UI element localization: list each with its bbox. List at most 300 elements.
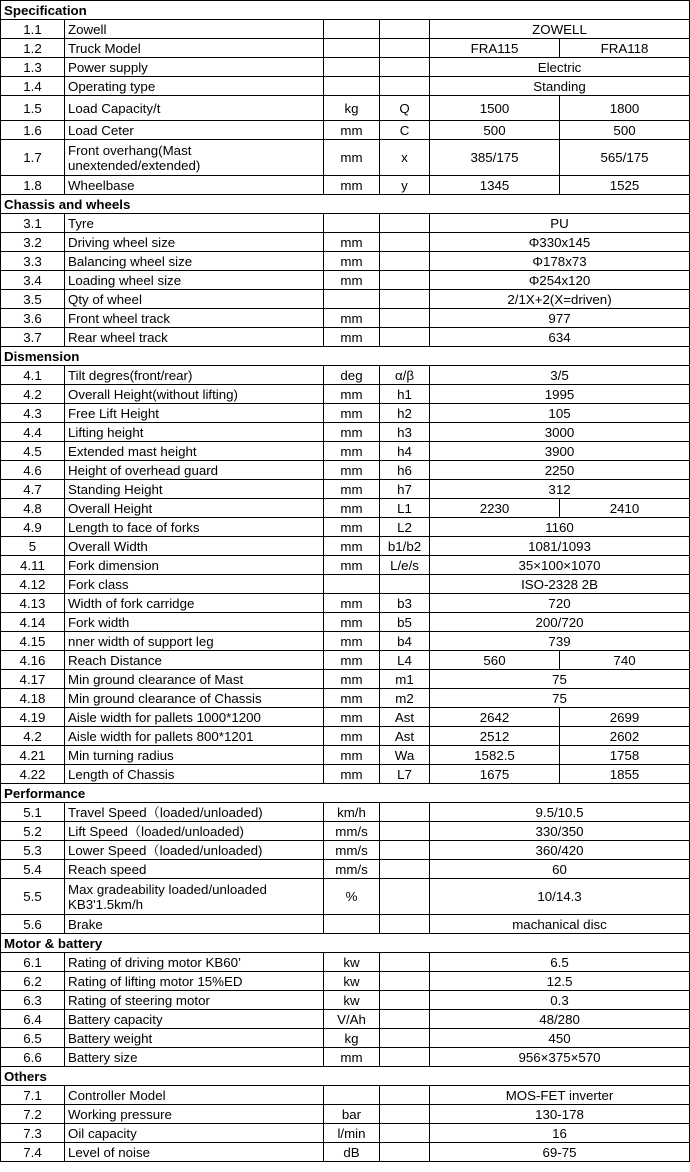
item-name: Overall Height(without lifting) [65,385,324,404]
item-symbol: h3 [380,423,430,442]
item-unit: mm [324,556,380,575]
item-unit: mm [324,537,380,556]
spec-row [1,518,690,537]
item-name: Qty of wheel [65,290,324,309]
item-value: 3/5 [430,366,690,385]
item-number: 4.21 [1,746,65,765]
spec-row [1,404,690,423]
item-unit: mm [324,309,380,328]
item-number: 4.18 [1,689,65,708]
item-number: 4.14 [1,613,65,632]
item-unit: kg [324,1029,380,1048]
item-number: 4.15 [1,632,65,651]
item-symbol [380,328,430,347]
spec-row [1,972,690,991]
item-name: Oil capacity [65,1124,324,1143]
item-symbol: L1 [380,499,430,518]
item-name: Max gradeability loaded/unloaded KB3'1.5km/h [65,879,324,915]
item-unit [324,77,380,96]
item-name: Travel Speed（loaded/unloaded) [65,803,324,822]
item-symbol [380,214,430,233]
spec-row [1,499,690,518]
spec-row [1,176,690,195]
item-value: 69-75 [430,1143,690,1162]
item-symbol: L2 [380,518,430,537]
spec-row [1,1048,690,1067]
item-unit: mm [324,404,380,423]
item-value: Electric [430,58,690,77]
item-value-fra115: 1582.5 [430,746,560,765]
item-number: 1.7 [1,140,65,176]
item-value-fra118: 565/175 [560,140,690,176]
item-unit: mm [324,140,380,176]
spec-row [1,556,690,575]
item-value: 48/280 [430,1010,690,1029]
item-number: 4.22 [1,765,65,784]
item-number: 6.4 [1,1010,65,1029]
item-value: 60 [430,860,690,879]
item-number: 7.3 [1,1124,65,1143]
item-value: 956×375×570 [430,1048,690,1067]
item-name: Controller Model [65,1086,324,1105]
item-name: Battery capacity [65,1010,324,1029]
spec-row [1,1105,690,1124]
spec-row [1,613,690,632]
item-value: 3000 [430,423,690,442]
item-number: 5.3 [1,841,65,860]
item-value: 1995 [430,385,690,404]
spec-row [1,233,690,252]
item-value-fra115: 560 [430,651,560,670]
section-title: Chassis and wheels [1,195,690,214]
item-symbol: L/e/s [380,556,430,575]
item-unit: mm [324,233,380,252]
item-symbol: h2 [380,404,430,423]
item-value: 35×100×1070 [430,556,690,575]
item-value: 360/420 [430,841,690,860]
item-unit: mm [324,518,380,537]
item-value-fra118: 2699 [560,708,690,727]
spec-row [1,1010,690,1029]
section-header-row [1,784,690,803]
item-unit: dB [324,1143,380,1162]
item-name: Min ground clearance of Mast [65,670,324,689]
item-name: Load Ceter [65,121,324,140]
item-value: 330/350 [430,822,690,841]
item-unit: mm [324,252,380,271]
item-symbol [380,77,430,96]
item-value: 130-178 [430,1105,690,1124]
item-unit: bar [324,1105,380,1124]
section-title: Specification [1,1,690,20]
item-value: 977 [430,309,690,328]
spec-row [1,727,690,746]
item-number: 7.4 [1,1143,65,1162]
item-value: 634 [430,328,690,347]
item-value-fra115: 500 [430,121,560,140]
section-header-row [1,934,690,953]
item-symbol: b3 [380,594,430,613]
item-unit [324,575,380,594]
item-number: 5.1 [1,803,65,822]
spec-row [1,879,690,915]
item-value: 450 [430,1029,690,1048]
item-name: Free Lift Height [65,404,324,423]
item-unit: mm [324,271,380,290]
item-number: 6.1 [1,953,65,972]
item-number: 5.5 [1,879,65,915]
item-value-fra118: 1800 [560,96,690,121]
item-number: 4.13 [1,594,65,613]
item-name: Rating of steering motor [65,991,324,1010]
item-value-fra118: 740 [560,651,690,670]
item-value-fra118: 1525 [560,176,690,195]
item-name: Brake [65,915,324,934]
item-value-fra115: 385/175 [430,140,560,176]
item-name: Aisle width for pallets 800*1201 [65,727,324,746]
item-symbol [380,271,430,290]
spec-row [1,140,690,176]
item-number: 4.7 [1,480,65,499]
item-unit: kw [324,991,380,1010]
spec-row [1,20,690,39]
item-symbol: b4 [380,632,430,651]
spec-row [1,480,690,499]
item-number: 4.4 [1,423,65,442]
spec-row [1,803,690,822]
item-name: Min turning radius [65,746,324,765]
item-symbol [380,803,430,822]
item-unit: km/h [324,803,380,822]
spec-row [1,290,690,309]
spec-row [1,96,690,121]
item-value: 10/14.3 [430,879,690,915]
item-unit: mm [324,613,380,632]
item-name: Reach speed [65,860,324,879]
item-name: nner width of support leg [65,632,324,651]
item-number: 4.6 [1,461,65,480]
item-symbol [380,860,430,879]
item-name: Wheelbase [65,176,324,195]
spec-row [1,575,690,594]
item-unit: mm [324,461,380,480]
item-symbol: Ast [380,708,430,727]
spec-row [1,461,690,480]
spec-row [1,423,690,442]
item-symbol: L4 [380,651,430,670]
item-symbol [380,1124,430,1143]
item-symbol [380,953,430,972]
spec-row [1,670,690,689]
item-value: 720 [430,594,690,613]
item-unit: mm [324,385,380,404]
item-name: Battery weight [65,1029,324,1048]
item-value: 9.5/10.5 [430,803,690,822]
spec-row [1,689,690,708]
item-number: 3.3 [1,252,65,271]
item-symbol: L7 [380,765,430,784]
item-number: 3.4 [1,271,65,290]
spec-row [1,651,690,670]
item-unit [324,20,380,39]
section-title: Performance [1,784,690,803]
item-symbol: y [380,176,430,195]
item-unit: mm [324,1048,380,1067]
spec-row [1,860,690,879]
spec-row [1,328,690,347]
item-number: 3.6 [1,309,65,328]
item-value: 105 [430,404,690,423]
item-value: 312 [430,480,690,499]
item-number: 5.6 [1,915,65,934]
item-value: 75 [430,670,690,689]
spec-row [1,822,690,841]
item-symbol: C [380,121,430,140]
item-symbol [380,1029,430,1048]
item-value: Φ254x120 [430,271,690,290]
item-symbol: h6 [380,461,430,480]
item-name: Truck Model [65,39,324,58]
item-unit: mm/s [324,860,380,879]
item-unit: mm [324,176,380,195]
spec-row [1,309,690,328]
spec-row [1,1029,690,1048]
spec-row [1,915,690,934]
item-symbol: h1 [380,385,430,404]
item-value: Standing [430,77,690,96]
item-name: Balancing wheel size [65,252,324,271]
spec-row [1,1124,690,1143]
item-name: Working pressure [65,1105,324,1124]
item-symbol [380,822,430,841]
item-value-fra115: 2230 [430,499,560,518]
item-number: 6.5 [1,1029,65,1048]
item-unit: V/Ah [324,1010,380,1029]
item-value: 75 [430,689,690,708]
section-title: Motor & battery [1,934,690,953]
item-number: 6.3 [1,991,65,1010]
spec-table-body [1,1,690,1162]
item-name: Rear wheel track [65,328,324,347]
item-value: MOS-FET inverter [430,1086,690,1105]
item-unit [324,214,380,233]
item-number: 1.8 [1,176,65,195]
item-number: 5.2 [1,822,65,841]
item-symbol [380,1010,430,1029]
item-number: 4.2 [1,727,65,746]
item-value: ISO-2328 2B [430,575,690,594]
spec-row [1,991,690,1010]
section-title: Dismension [1,347,690,366]
item-symbol [380,1048,430,1067]
item-unit: mm [324,499,380,518]
item-symbol [380,991,430,1010]
item-value-fra115: 1345 [430,176,560,195]
item-name: Fork class [65,575,324,594]
item-name: Tyre [65,214,324,233]
item-number: 4.2 [1,385,65,404]
spec-row [1,1143,690,1162]
item-number: 4.12 [1,575,65,594]
item-name: Overall Width [65,537,324,556]
item-unit: mm [324,594,380,613]
item-value-fra118: FRA118 [560,39,690,58]
item-value: machanical disc [430,915,690,934]
spec-row [1,121,690,140]
item-value-fra118: 500 [560,121,690,140]
item-symbol: Wa [380,746,430,765]
item-unit: deg [324,366,380,385]
item-name: Extended mast height [65,442,324,461]
item-number: 1.5 [1,96,65,121]
item-value-fra115: FRA115 [430,39,560,58]
item-value: 739 [430,632,690,651]
item-number: 6.6 [1,1048,65,1067]
item-value: PU [430,214,690,233]
item-unit: mm [324,746,380,765]
spec-row [1,841,690,860]
item-number: 7.2 [1,1105,65,1124]
item-unit: mm [324,651,380,670]
item-symbol [380,290,430,309]
item-symbol [380,233,430,252]
item-unit: mm [324,442,380,461]
item-symbol: α/β [380,366,430,385]
item-unit: mm [324,727,380,746]
item-name: Battery size [65,1048,324,1067]
item-value: 12.5 [430,972,690,991]
spec-row [1,385,690,404]
item-number: 1.6 [1,121,65,140]
item-number: 4.3 [1,404,65,423]
spec-row [1,708,690,727]
item-number: 4.1 [1,366,65,385]
item-name: Length to face of forks [65,518,324,537]
spec-row [1,271,690,290]
spec-row [1,1086,690,1105]
item-unit [324,1086,380,1105]
item-value: 6.5 [430,953,690,972]
item-value: 3900 [430,442,690,461]
spec-row [1,58,690,77]
item-symbol [380,1086,430,1105]
item-name: Zowell [65,20,324,39]
item-name: Loading wheel size [65,271,324,290]
item-value: Φ330x145 [430,233,690,252]
item-name: Aisle width for pallets 1000*1200 [65,708,324,727]
item-number: 3.5 [1,290,65,309]
item-name: Operating type [65,77,324,96]
item-symbol [380,841,430,860]
item-unit: mm/s [324,841,380,860]
item-number: 4.8 [1,499,65,518]
item-unit: mm [324,632,380,651]
item-symbol [380,252,430,271]
spec-row [1,746,690,765]
spec-row [1,537,690,556]
item-name: Front wheel track [65,309,324,328]
item-symbol: Q [380,96,430,121]
item-number: 4.5 [1,442,65,461]
item-number: 5.4 [1,860,65,879]
item-symbol [380,39,430,58]
item-symbol [380,972,430,991]
item-value-fra115: 1675 [430,765,560,784]
item-unit [324,39,380,58]
item-name: Lift Speed（loaded/unloaded) [65,822,324,841]
item-name: Min ground clearance of Chassis [65,689,324,708]
spec-row [1,632,690,651]
item-name: Level of noise [65,1143,324,1162]
item-unit: % [324,879,380,915]
item-value-fra118: 2602 [560,727,690,746]
item-value-fra118: 1758 [560,746,690,765]
section-title: Others [1,1067,690,1086]
item-name: Overall Height [65,499,324,518]
item-name: Lifting height [65,423,324,442]
item-unit: mm [324,328,380,347]
item-unit: kg [324,96,380,121]
item-unit: mm [324,670,380,689]
item-value: 1081/1093 [430,537,690,556]
item-unit [324,58,380,77]
item-number: 1.3 [1,58,65,77]
item-symbol [380,1143,430,1162]
item-name: Rating of driving motor KB60’ [65,953,324,972]
item-unit: mm [324,765,380,784]
section-header-row [1,347,690,366]
item-symbol [380,20,430,39]
item-number: 3.7 [1,328,65,347]
item-symbol: b1/b2 [380,537,430,556]
item-name: Driving wheel size [65,233,324,252]
item-number: 4.16 [1,651,65,670]
spec-row [1,953,690,972]
item-symbol [380,58,430,77]
item-number: 4.19 [1,708,65,727]
item-name: Reach Distance [65,651,324,670]
item-value-fra115: 2512 [430,727,560,746]
spec-row [1,214,690,233]
item-symbol: h4 [380,442,430,461]
spec-row [1,77,690,96]
item-unit: mm [324,480,380,499]
item-value-fra118: 2410 [560,499,690,518]
item-symbol: m1 [380,670,430,689]
spec-row [1,442,690,461]
spec-row [1,39,690,58]
spec-row [1,765,690,784]
item-value-fra118: 1855 [560,765,690,784]
item-value-fra115: 2642 [430,708,560,727]
item-value: 2250 [430,461,690,480]
item-number: 3.2 [1,233,65,252]
item-number: 7.1 [1,1086,65,1105]
item-value: Φ178x73 [430,252,690,271]
item-unit: kw [324,953,380,972]
item-number: 6.2 [1,972,65,991]
item-value: 200/720 [430,613,690,632]
item-symbol [380,575,430,594]
spec-row [1,366,690,385]
item-symbol [380,879,430,915]
item-name: Load Capacity/t [65,96,324,121]
item-value: 1160 [430,518,690,537]
item-name: Rating of lifting motor 15%ED [65,972,324,991]
item-number: 3.1 [1,214,65,233]
item-name: Fork width [65,613,324,632]
item-symbol: x [380,140,430,176]
